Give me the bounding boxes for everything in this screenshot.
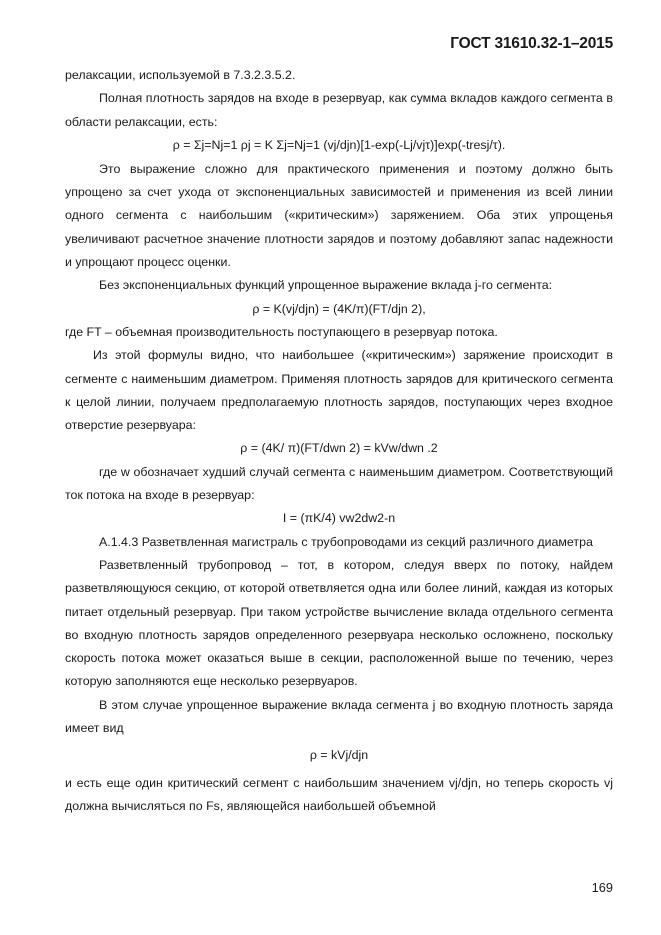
section-heading-a143: А.1.4.3 Разветвленная магистраль с трубопроводами из секций различного диаметра	[99, 534, 593, 549]
paragraph-segment-contribution: Без экспоненциальных функций упрощенное выражение вклада j-го сегмента:	[99, 278, 553, 293]
standard-header: ГОСТ 31610.32-1–2015	[450, 35, 613, 52]
formula-total-density: ρ = Σj=Nj=1 ρj = K Σj=Nj=1 (vj/djn)[1-exp(-Lj/vjτ)]exp(-tresj/τ).	[172, 137, 506, 152]
paragraph-branched-pipeline: Разветвленный трубопровод – тот, в котором, следуя вверх по потоку, найдем разветвляющуюся секцию, от которой ответвляется одна или более линий, каждая из которых питает отдельный резервуар. При таком устройстве вычисление вклада отдельного сегмента во входную плотность зарядов определенного резервуара несколько осложнено, поскольку скорость потока может оказаться выше в секции, расположенной выше по течению, через которую заполняются еще несколько резервуаров.	[65, 557, 613, 689]
paragraph-simplification: Это выражение сложно для практического применения и поэтому должно быть упрощено за счет ухода от экспоненциальных зависимостей и применения из всей линии одного сегмента с наибольшим («критическим») заряжением. Оба этих упрощенья увеличивают расчетное значение плотности зарядов и поэтому добавляют запас надежности и упрощают процесс оценки.	[65, 161, 613, 270]
paragraph-critical-velocity: и есть еще один критический сегмент с наибольшим значением vj/djn, но теперь скорость vj должна вычисляться по Fs, являющейся наибольшей объемной	[65, 775, 613, 813]
document-body	[65, 64, 613, 818]
formula-branched-contribution: ρ = kVj/djn	[309, 748, 369, 763]
paragraph-ft-definition: где FT – объемная производительность поступающего в резервуар потока.	[65, 324, 498, 339]
formula-segment-contribution: ρ = K(vj/djn) = (4K/π)(FT/djn 2),	[252, 301, 426, 316]
paragraph-worst-case: где w обозначает худший случай сегмента с наименьшим диаметром. Соответствующий ток потока на входе в резервуар:	[65, 464, 613, 503]
paragraph-total-density: Полная плотность зарядов на входе в резервуар, как сумма вкладов каждого сегмента в области релаксации, есть:	[65, 91, 613, 129]
formula-flow-current: I = (πK/4) vw2dw2-n	[282, 511, 396, 526]
page-number: 169	[591, 880, 613, 895]
paragraph-critical-segment: Из этой формулы видно, что наибольшее («критическим») заряжение происходит в сегменте с наименьшим диаметром. Применяя плотность зарядов для критического сегмента к целой линии, получаем предполагаемую плотность зарядов, поступающих через входное отверстие резервуара:	[65, 348, 613, 433]
formula-inlet-density: ρ = (4K/ π)(FT/dwn 2) = kVw/dwn .2	[240, 441, 438, 456]
paragraph-continuation: релаксации, используемой в 7.3.2.3.5.2.	[65, 68, 296, 82]
paragraph-branched-case: В этом случае упрощенное выражение вклада сегмента j во входную плотность заряда имеет вид	[65, 697, 613, 736]
